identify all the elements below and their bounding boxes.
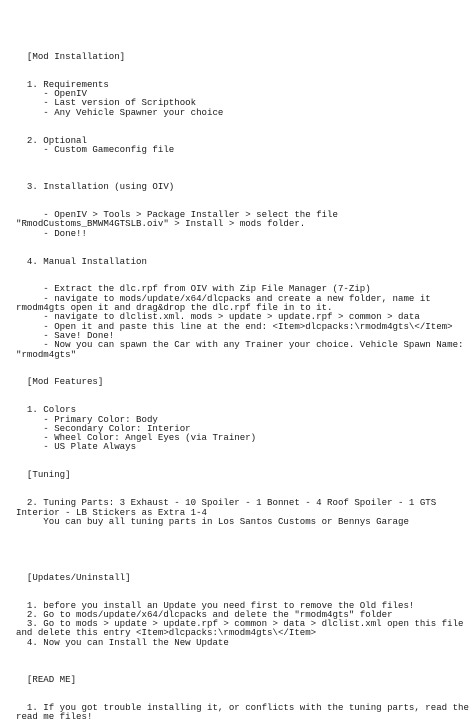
text-line: - Primary Color: Body <box>16 413 158 425</box>
blank-line <box>16 684 469 693</box>
text-line: 4. Manual Installation <box>16 255 147 267</box>
text-line: - Done!! <box>16 227 87 239</box>
text-line: You can buy all tuning parts in Los Santos Customs or Bennys Garage <box>16 515 409 527</box>
blank-line <box>16 396 469 405</box>
text-line: 2. Tuning Parts: 3 Exhaust - 10 Spoiler - 1 Bonnet - 4 Roof Spoiler - 1 GTS <box>16 497 437 509</box>
text-line: - Custom Gameconfig file <box>16 143 175 155</box>
blank-line <box>16 656 469 665</box>
text-line: "RmodCustoms_BMWM4GTSLB.oiv" > Install > mods folder. <box>16 218 306 230</box>
text-line: [Tuning] <box>16 469 71 481</box>
text-line: [Mod Features] <box>16 376 104 388</box>
text-line: 3. Go to mods > update > update.rpf > common > data > dlclist.xml open this file <box>16 618 464 630</box>
blank-line <box>16 117 469 126</box>
blank-line <box>16 387 469 396</box>
text-line: read me files! <box>16 711 93 722</box>
text-line: and delete this entry <Item>dlcpacks:\rmodm4gts\</Item> <box>16 627 317 639</box>
blank-line <box>16 164 469 173</box>
text-line: 2. Go to mods/update/x64/dlcpacks and delete the "rmodm4gts" folder <box>16 608 393 620</box>
blank-line <box>16 191 469 200</box>
readme-text <box>16 52 469 721</box>
text-line: 1. Colors <box>16 404 77 416</box>
text-line: - navigate to dlclist.xml. mods > update > update.rpf > common > data <box>16 311 420 323</box>
blank-line <box>16 359 469 368</box>
blank-line <box>16 554 469 563</box>
text-line: - navigate to mods/update/x64/dlcpacks and create a new folder, name it <box>16 292 431 304</box>
text-line: - Save! Done! <box>16 329 115 341</box>
text-line: [Mod Installation] <box>16 51 126 62</box>
text-line: - US Plate Always <box>16 441 137 453</box>
blank-line <box>16 647 469 656</box>
text-line: - Extract the dlc.rpf from OIV with Zip File Manager (7-Zip) <box>16 283 371 295</box>
blank-line <box>16 452 469 461</box>
text-line: [READ ME] <box>16 673 77 685</box>
text-line: 4. Now you can Install the New Update <box>16 636 229 648</box>
text-line: rmodm4gts open it and drag&drop the dlc.rpf file in to it. <box>16 302 333 314</box>
text-line: 1. before you install an Update you need first to remove the Old files! <box>16 599 415 611</box>
text-line: 1. If you got trouble installing it, or conflicts with the tuning parts, read the <box>16 701 469 713</box>
text-line: - Wheel Color: Angel Eyes (via Trainer) <box>16 432 257 444</box>
text-line: "rmodm4gts" <box>16 348 77 360</box>
blank-line <box>16 461 469 470</box>
text-line: - Any Vehicle Spawner your choice <box>16 106 224 118</box>
blank-line <box>16 582 469 591</box>
text-line: - Open it and paste this line at the end: <Item>dlcpacks:\rmodm4gts\</Item> <box>16 320 453 332</box>
text-line: - Secondary Color: Interior <box>16 422 191 434</box>
text-line: - OpenIV > Tools > Package Installer > select the file <box>16 209 338 221</box>
blank-line <box>16 545 469 554</box>
text-line: [Updates/Uninstall] <box>16 571 131 583</box>
blank-line <box>16 154 469 163</box>
text-line: Interior - LB Stickers as Extra 1-4 <box>16 506 207 518</box>
text-line: 1. Requirements <box>16 78 109 90</box>
blank-line <box>16 526 469 535</box>
text-line: - Now you can spawn the Car with any Trainer your choice. Vehicle Spawn Name: <box>16 339 464 351</box>
text-line: 3. Installation (using OIV) <box>16 181 175 193</box>
text-line: - OpenIV <box>16 88 87 100</box>
blank-line <box>16 535 469 544</box>
blank-line <box>16 238 469 247</box>
blank-line <box>16 480 469 489</box>
text-line: - Last version of Scripthook <box>16 97 197 109</box>
text-line: 2. Optional <box>16 134 87 146</box>
blank-line <box>16 693 469 702</box>
blank-line <box>16 266 469 275</box>
blank-line <box>16 61 469 70</box>
blank-line <box>16 666 469 675</box>
